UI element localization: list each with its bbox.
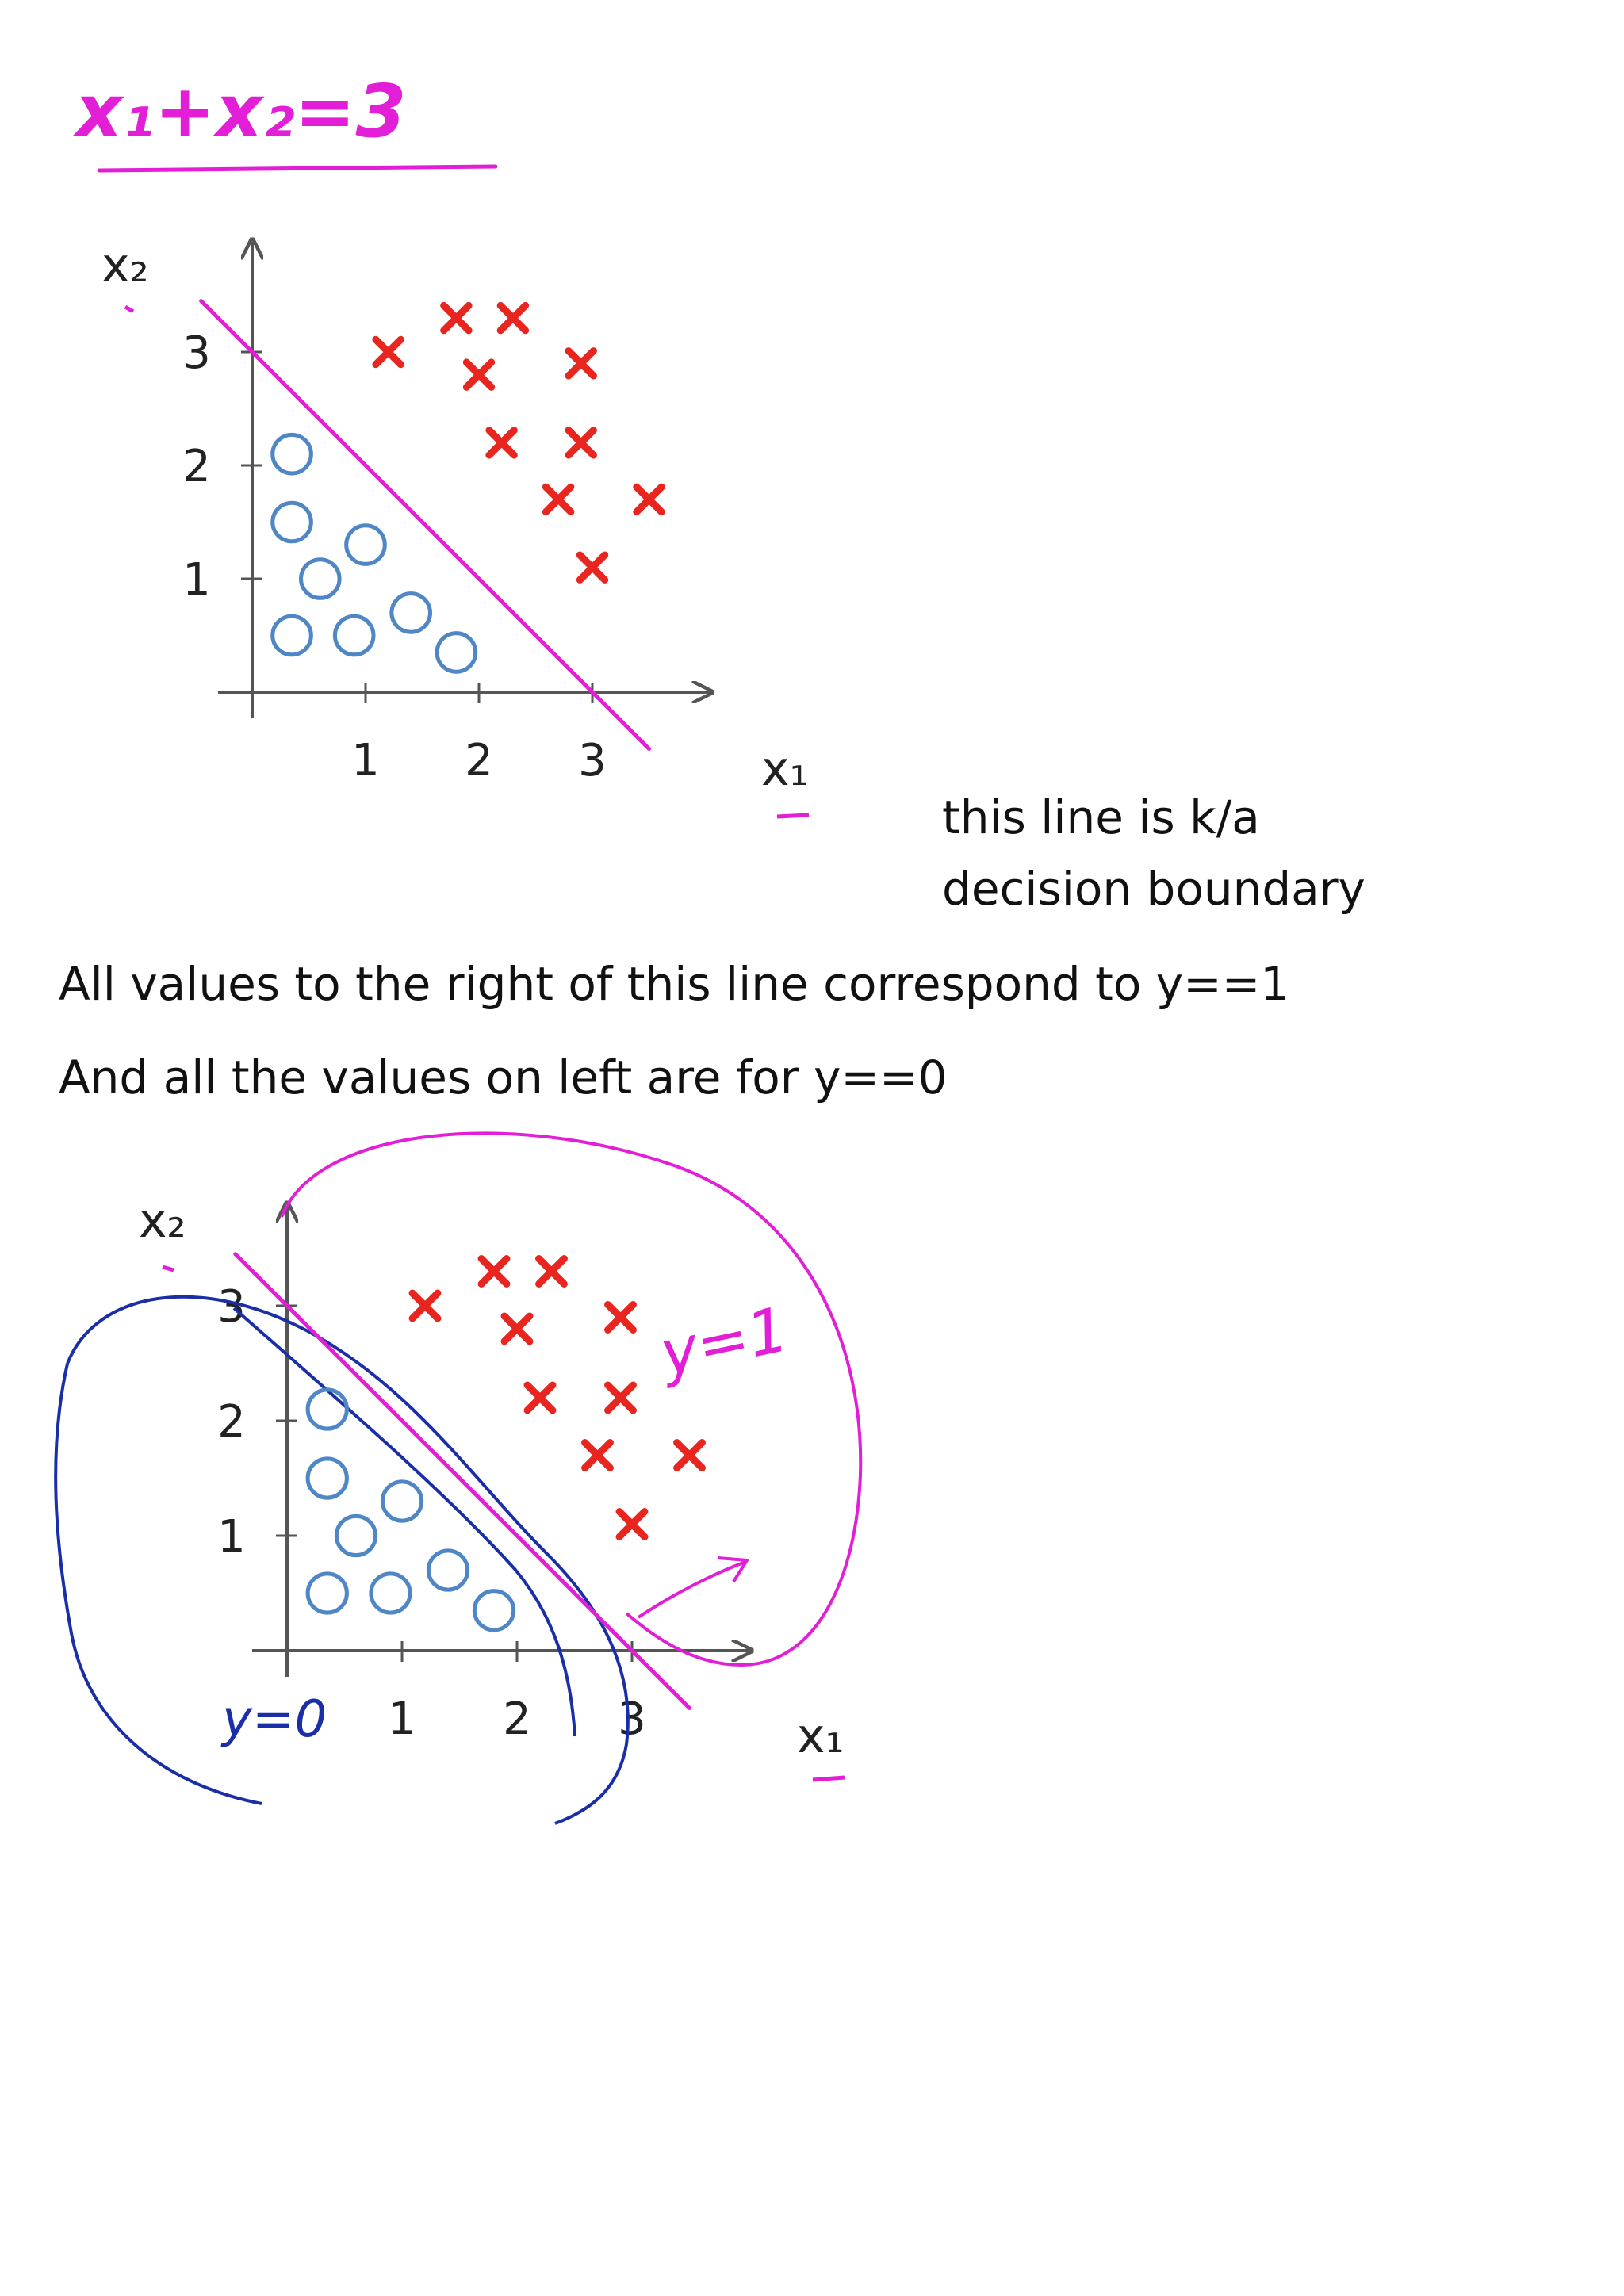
positive-example-cross xyxy=(527,1385,553,1410)
positive-example-cross xyxy=(585,1443,611,1468)
x-tick-label: 3 xyxy=(618,1693,646,1745)
x-tick-label: 2 xyxy=(465,735,493,786)
note-right-positive: All values to the right of this line correspond to y==1 xyxy=(59,957,1290,1011)
positive-example-cross xyxy=(608,1385,634,1410)
y-tick-labels xyxy=(217,1281,246,1563)
negative-example-circle xyxy=(308,1574,347,1613)
y-tick-label: 1 xyxy=(182,554,211,606)
negative-example-circle xyxy=(371,1574,410,1613)
x-tick-label: 1 xyxy=(351,735,380,786)
x-axis-label: x₁ xyxy=(761,741,809,797)
positive-example-cross xyxy=(504,1316,530,1341)
x-tick-label: 1 xyxy=(388,1693,416,1745)
label-y-equals-0: y=0 xyxy=(222,1690,327,1749)
negative-example-circle xyxy=(308,1459,347,1498)
x-axis-label: x₁ xyxy=(797,1709,845,1764)
negative-example-circle xyxy=(474,1591,513,1630)
positive-example-cross xyxy=(677,1443,703,1468)
x-tick-labels xyxy=(388,1693,646,1745)
positive-example-cross xyxy=(608,1305,634,1330)
arrow-pointing-positive xyxy=(638,1558,747,1617)
positive-region-loop xyxy=(282,1133,860,1665)
y-tick-label: 2 xyxy=(182,441,211,492)
data-points xyxy=(308,1259,702,1630)
negative-example-circle xyxy=(308,1390,347,1429)
note-decision-boundary: this line is k/a decision boundary xyxy=(942,790,1365,916)
y-tick-label: 2 xyxy=(217,1396,246,1448)
positive-example-cross xyxy=(412,1293,438,1318)
y-axis-label: x₂ xyxy=(139,1193,186,1249)
y-tick-label: 3 xyxy=(182,327,211,379)
x-tick-label: 2 xyxy=(503,1693,531,1745)
tick-marks xyxy=(276,1306,632,1662)
y-axis-label-tick xyxy=(163,1267,174,1270)
label-y-equals-1: y=1 xyxy=(654,1294,795,1391)
negative-example-circle xyxy=(428,1551,467,1590)
handwritten-equation: x₁+x₂=3 xyxy=(75,69,407,154)
negative-example-circle xyxy=(382,1482,421,1521)
note-left-negative: And all the values on left are for y==0 xyxy=(59,1050,948,1104)
negative-example-circle xyxy=(336,1516,375,1555)
positive-example-cross xyxy=(539,1259,565,1284)
positive-example-cross xyxy=(481,1259,507,1284)
y-tick-label: 3 xyxy=(217,1281,246,1333)
x-axis-label-tick xyxy=(813,1777,845,1780)
y-tick-label: 1 xyxy=(217,1511,246,1563)
positive-example-cross xyxy=(619,1512,645,1537)
y-axis-label: x₂ xyxy=(102,238,149,293)
x-tick-label: 3 xyxy=(578,735,607,786)
